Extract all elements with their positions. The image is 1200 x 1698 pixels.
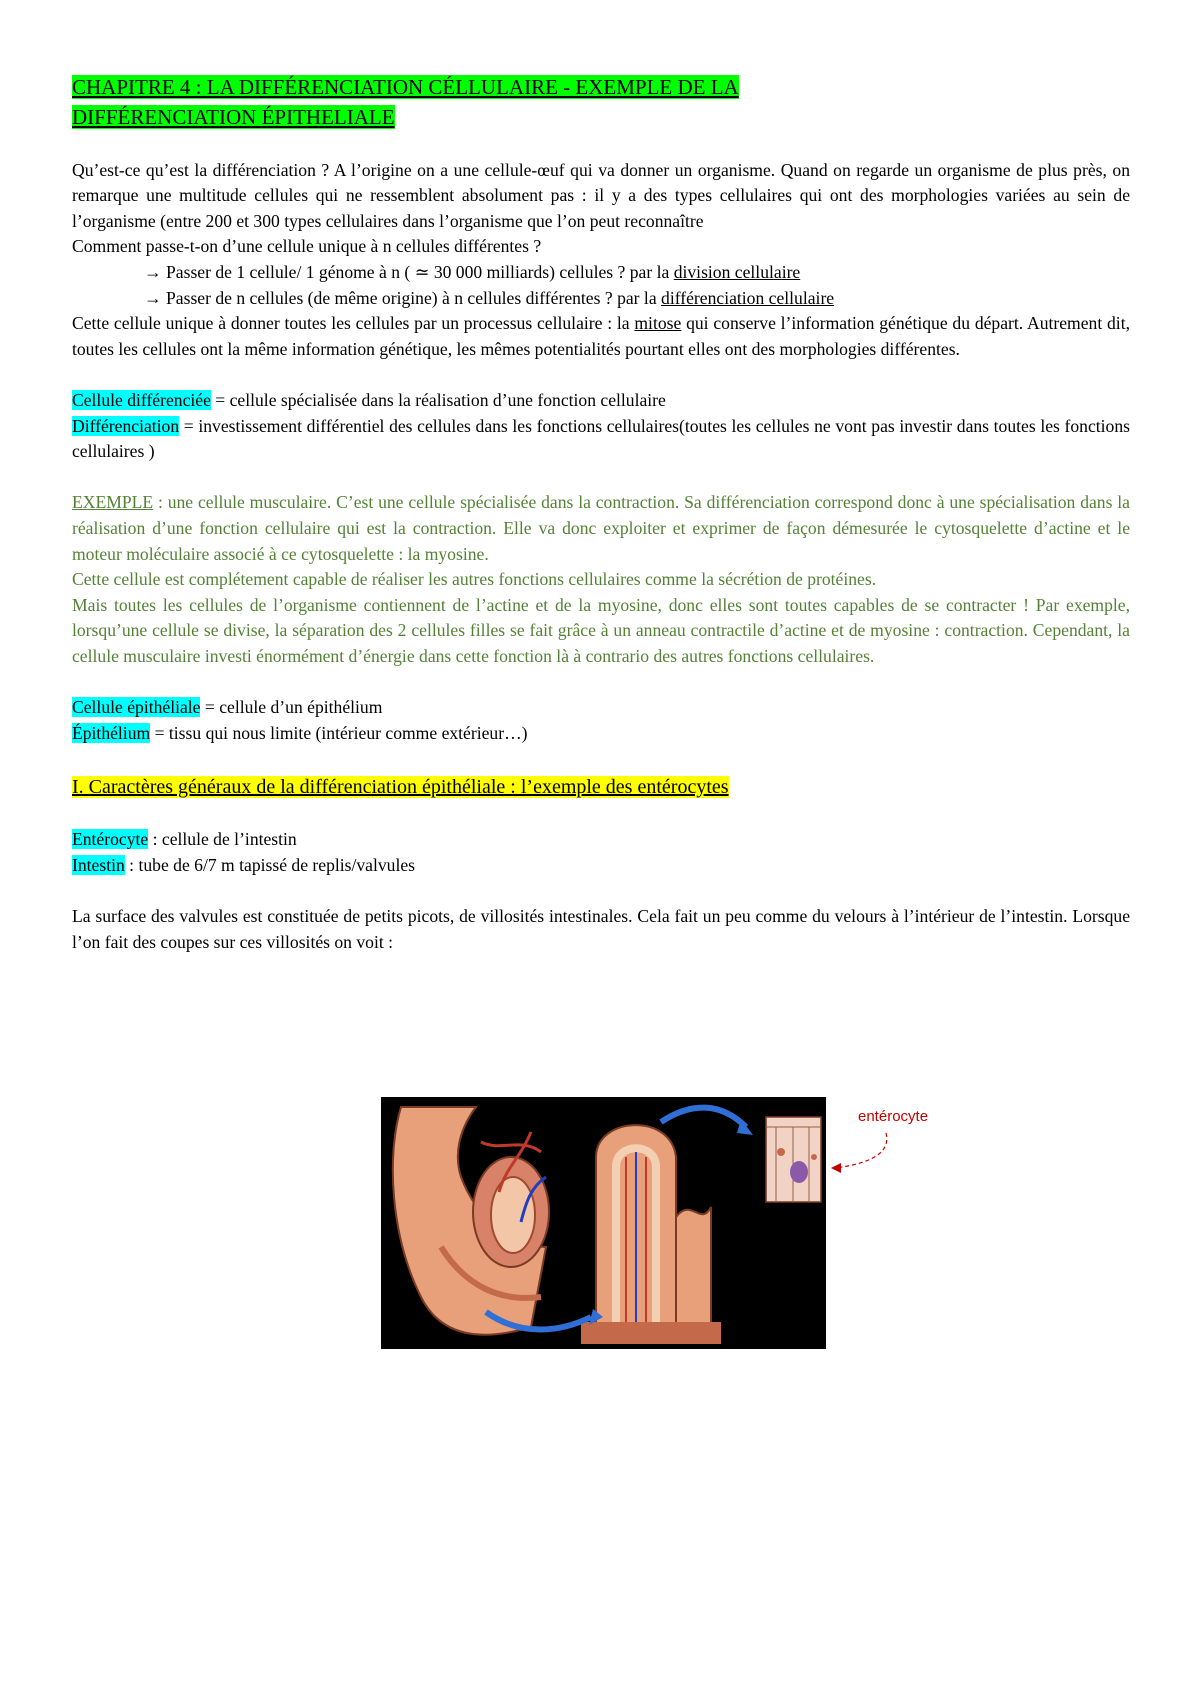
enterocyte-nucleus <box>790 1161 808 1183</box>
bullet-division: → Passer de 1 cellule/ 1 génome à n ( ≃ 30 000 milliards) cellules ? par la division cellulaire <box>144 261 801 282</box>
definition-cellule-differenciee: Cellule différenciée = cellule spécialisée dans la réalisation d’une fonction cellulaire <box>72 389 666 410</box>
intro-paragraph: Qu’est-ce qu’est la différenciation ? A l’origine on a une cellule-œuf qui va donner un organisme. Quand on regarde un organisme de plus près, on remarque une multitude cellules qui ne ressemblent absolument pas : il y a des types cellulaires qui ont des morphologies variées au sein de l’organisme (entre 200 et 300 types cellulaires dans l’organisme que l’on peut reconnaître <box>72 159 1130 231</box>
term-highlight: Cellule différenciée <box>72 389 211 410</box>
definition-cellule-epitheliale: Cellule épithéliale = cellule d’un épithélium <box>72 697 383 718</box>
term-division-cellulaire: division cellulaire <box>673 261 801 282</box>
example-label: EXEMPLE <box>72 492 154 513</box>
term-highlight: Intestin <box>72 855 125 876</box>
definition-differenciation: Différenciation = investissement différentiel des cellules dans les fonctions cellulaires(toutes les cellules ne vont pas investir dans toutes les fonctions cellulaires ) <box>72 415 1130 462</box>
definition-intestin: Intestin : tube de 6/7 m tapissé de replis/valvules <box>72 855 416 876</box>
intestine-figure <box>381 1097 826 1349</box>
arrow-right-icon: → <box>144 287 166 308</box>
term-highlight: Entérocyte <box>72 829 149 850</box>
arrow-right-icon: → <box>144 261 166 282</box>
definition-epithelium: Épithélium = tissu qui nous limite (intérieur comme extérieur…) <box>72 722 528 743</box>
villus-base <box>581 1322 721 1344</box>
intestine-lumen <box>491 1177 535 1253</box>
villus-neighbor <box>676 1207 711 1327</box>
chapter-title-line2: DIFFÉRENCIATION ÉPITHELIALE <box>72 105 395 129</box>
term-mitose: mitose <box>634 313 682 334</box>
villosites-paragraph: La surface des valvules est constituée de petits picots, de villosités intestinales. Cela fait un peu comme du velours à l’intérieur de l’intestin. Lorsque l’on fait des coupes sur ces villosités on voit : <box>72 906 1130 952</box>
term-highlight: Épithélium <box>72 722 151 743</box>
term-differenciation-cellulaire: différenciation cellulaire <box>661 287 835 308</box>
example-paragraph: EXEMPLE : une cellule musculaire. C’est une cellule spécialisée dans la contraction. Sa différenciation correspond donc à une spécialisation dans la réalisation d’une fonction cellulaire qui est la contraction. Elle va donc exploiter et exprimer de façon démesurée le cytosquelette d’actine et le moteur moléculaire associé à ce cytosquelette : la myosine. <box>72 492 1130 564</box>
enterocyte-organelle <box>811 1154 817 1160</box>
intestine-illustration <box>381 1097 826 1349</box>
term-highlight: Différenciation <box>72 415 180 436</box>
enterocyte-organelle <box>777 1148 785 1156</box>
chapter-title <box>72 72 1130 132</box>
example-paragraph-2: Cette cellule est complétement capable de réaliser les autres fonctions cellulaires comme la sécrétion de protéines. <box>72 569 877 590</box>
label-pointer <box>826 1128 896 1188</box>
definition-enterocyte: Entérocyte : cellule de l’intestin <box>72 829 297 850</box>
chapter-title-line1: CHAPITRE 4 : LA DIFFÉRENCIATION CÉLLULAIRE - EXEMPLE DE LA <box>72 75 739 99</box>
term-highlight: Cellule épithéliale <box>72 697 201 718</box>
figure-label-enterocyte: entérocyte <box>858 1108 929 1125</box>
bullet-differenciation: → Passer de n cellules (de même origine) à n cellules différentes ? par la différenciation cellulaire <box>144 287 835 308</box>
mitose-paragraph: Cette cellule unique à donner toutes les cellules par un processus cellulaire : la mitose qui conserve l’information génétique du départ. Autrement dit, toutes les cellules ont la même information génétique, les mêmes potentialités pourtant elles ont des morphologies différentes. <box>72 313 1130 359</box>
intro-question: Comment passe-t-on d’une cellule unique à n cellules différentes ? <box>72 236 542 257</box>
section-heading: I. Caractères généraux de la différenciation épithéliale : l’exemple des entérocytes <box>72 775 729 798</box>
document-page <box>72 72 1130 955</box>
example-paragraph-3: Mais toutes les cellules de l’organisme contiennent de l’actine et de la myosine, donc elles sont toutes capables de se contracter ! Par exemple, lorsqu’une cellule se divise, la séparation des 2 cellules filles se fait grâce à un anneau contractile d’actine et de myosine : contraction. Cependant, la cellule musculaire investi énormément d’énergie dans cette fonction là à contrario des autres fonctions cellulaires. <box>72 594 1130 666</box>
